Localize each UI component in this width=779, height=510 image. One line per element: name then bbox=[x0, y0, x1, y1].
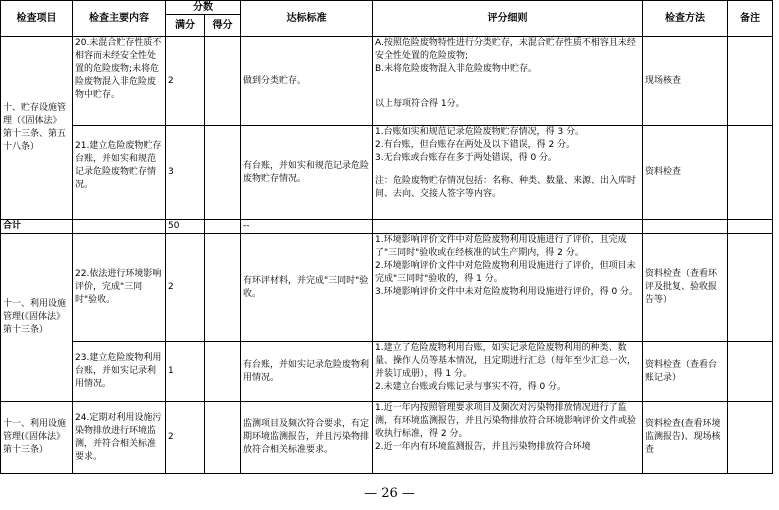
standard-text: 有台账，并如实和规范记录危险废物贮存情况。 bbox=[241, 126, 373, 220]
inspection-content: 22.依法进行环境影响评价，完成"三同时"验收。 bbox=[73, 234, 166, 342]
total-empty bbox=[728, 220, 773, 234]
score-input[interactable] bbox=[205, 126, 241, 220]
total-empty bbox=[643, 220, 728, 234]
detail-line: 2.环境影响评价文件中对危险废物利用设施进行了评价，但项目未完成"三同时"验收的，得 1 分。 bbox=[375, 261, 636, 284]
inspection-item: 十一、利用设施管理(《固体法》第十三条） bbox=[1, 234, 73, 402]
detail-line: 3.无台账或台账存在多于两处错误，得 0 分。 bbox=[375, 153, 558, 163]
inspection-content: 20.未混合贮存性质不相容而未经安全性处置的危险废物;未将危险废物混入非危险废物中贮存。 bbox=[73, 37, 166, 126]
table-row bbox=[1, 342, 773, 402]
standard-text: 有环评材料，并完成"三同时"验收。 bbox=[241, 234, 373, 342]
header-got: 得分 bbox=[205, 15, 241, 37]
detail-cell bbox=[373, 126, 643, 220]
inspection-content: 23.建立危险废物利用台账，并如实记录利用情况。 bbox=[73, 342, 166, 402]
header-remark: 备注 bbox=[728, 1, 773, 37]
inspection-item: 十一、利用设施管理(《固体法》第十三条） bbox=[1, 402, 73, 474]
detail-line: 2.未建立台账或台账记录与事实不符，得 0 分。 bbox=[375, 382, 567, 392]
method-text: 现场核查 bbox=[643, 37, 728, 126]
inspection-content: 21.建立危险废物贮存台账，并如实和规范记录危险废物贮存情况。 bbox=[73, 126, 166, 220]
full-score: 3 bbox=[166, 126, 205, 220]
detail-cell bbox=[373, 37, 643, 126]
total-label: 合计 bbox=[1, 220, 73, 234]
total-full: 50 bbox=[166, 220, 205, 234]
total-row bbox=[1, 220, 773, 234]
header-score: 分数 bbox=[166, 1, 241, 15]
table-row bbox=[1, 402, 773, 474]
header-item: 检查项目 bbox=[1, 1, 73, 37]
detail-note: 以上每项符合得 1分。 bbox=[375, 99, 465, 109]
remark-cell[interactable] bbox=[728, 234, 773, 342]
score-input[interactable] bbox=[205, 234, 241, 342]
inspection-content: 24.定期对利用设施污染物排放进行环境监测，并符合相关标准要求。 bbox=[73, 402, 166, 474]
detail-line: 1.环境影响评价文件中对危险废物利用设施进行了评价，且完成了"三同时"验收或在经核准的试生产期内，得 2 分。 bbox=[375, 235, 627, 258]
header-full: 满分 bbox=[166, 15, 205, 37]
header-standard: 达标标准 bbox=[241, 1, 373, 37]
remark-cell[interactable] bbox=[728, 37, 773, 126]
table-row bbox=[1, 37, 773, 126]
full-score: 1 bbox=[166, 342, 205, 402]
detail-line: B.未将危险废物混入非危险废物中贮存。 bbox=[375, 64, 538, 74]
total-standard: -- bbox=[241, 220, 373, 234]
detail-cell bbox=[373, 402, 643, 474]
table-row bbox=[1, 126, 773, 220]
remark-cell[interactable] bbox=[728, 342, 773, 402]
total-got[interactable] bbox=[205, 220, 241, 234]
method-text: 资料检查 bbox=[643, 126, 728, 220]
remark-cell[interactable] bbox=[728, 126, 773, 220]
detail-note: 注：危险废物贮存情况包括：名称、种类、数量、来源、出入库时间、去向、交接人签字等内容。 bbox=[375, 176, 637, 199]
detail-line: 1.近一年内按照管理要求项目及频次对污染物排放情况进行了监测，有环境监测报告，并且污染物排放符合环境影响评价文件或验收执行标准，得 2 分。 bbox=[375, 403, 637, 439]
table-row bbox=[1, 234, 773, 342]
full-score: 2 bbox=[166, 234, 205, 342]
full-score: 2 bbox=[166, 37, 205, 126]
full-score: 2 bbox=[166, 402, 205, 474]
standard-text: 做到分类贮存。 bbox=[241, 37, 373, 126]
detail-line: A.按照危险废物特性进行分类贮存，未混合贮存性质不相容且未经安全性处置的危险废物; bbox=[375, 38, 636, 61]
detail-cell bbox=[373, 342, 643, 402]
total-empty bbox=[373, 220, 643, 234]
detail-line: 3.环境影响评价文件中未对危险废物利用设施进行评价，得 0 分。 bbox=[375, 287, 639, 297]
detail-line: 1.建立了危险废物利用台账，如实记录危险废物利用的种类、数量、操作人员等基本情况，且定期进行汇总（每年至少汇总一次，并装订成册），得 1 分。 bbox=[375, 343, 637, 379]
method-text: 资料检查（查看台账记录） bbox=[643, 342, 728, 402]
score-input[interactable] bbox=[205, 342, 241, 402]
remark-cell[interactable] bbox=[728, 402, 773, 474]
inspection-item: 十、贮存设施管理（《固体法》第十三条、第五十八条） bbox=[1, 37, 73, 220]
detail-line: 1.台账如实和规范记录危险废物贮存情况，得 3 分。 bbox=[375, 127, 585, 137]
detail-line: 2.近一年内有环境监测报告，并且污染物排放符合环境 bbox=[375, 442, 591, 452]
method-text: 资料检查(查看环境监测报告)、现场核查 bbox=[643, 402, 728, 474]
standard-text: 监测项目及频次符合要求，有定期环境监测报告，并且污染物排放符合相关标准要求。 bbox=[241, 402, 373, 474]
method-text: 资料检查（查看环评及批复、验收报告等） bbox=[643, 234, 728, 342]
score-input[interactable] bbox=[205, 402, 241, 474]
detail-cell bbox=[373, 234, 643, 342]
header-method: 检查方法 bbox=[643, 1, 728, 37]
header-detail: 评分细则 bbox=[373, 1, 643, 37]
header-content: 检查主要内容 bbox=[73, 1, 166, 37]
total-empty bbox=[73, 220, 166, 234]
detail-line: 2.有台账，但台账存在两处及以下错误，得 2 分。 bbox=[375, 140, 576, 150]
score-input[interactable] bbox=[205, 37, 241, 126]
standard-text: 有台账，并如实记录危险废物利用情况。 bbox=[241, 342, 373, 402]
page-number: — 26 — bbox=[364, 486, 415, 501]
